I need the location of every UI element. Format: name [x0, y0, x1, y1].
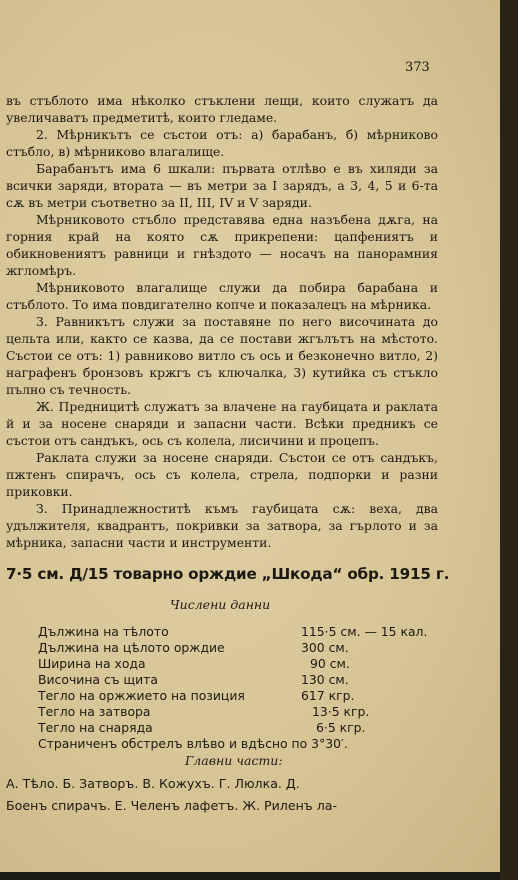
paragraph: 2. Мѣрникътъ се състои отъ: а) барабанъ, б) мѣрниково стъбло, в) мѣрниково влагалище.: [6, 127, 438, 159]
numeric-data-heading: Числени данни: [170, 597, 271, 612]
spec-label: Височина съ щита: [38, 672, 158, 687]
body-text: [6, 92, 438, 551]
main-parts-heading: Главни части:: [185, 753, 283, 768]
paragraph: З. Принадлежноститѣ къмъ гаубицата сѫ: веха, два удължителя, квадрантъ, покривки за затвора, за гърлото и за мѣрника, запасни части и инструменти.: [6, 501, 438, 550]
paragraph: Барабанътъ има 6 шкали: първата отлѣво е въ хиляди за всички заряди, втората — въ метри за I зарядъ, а 3, 4, 5 и 6-та сѫ въ метри съответно за II, III, IV и V заряди.: [6, 161, 438, 210]
spec-label: Дължина на цѣлото орждие: [38, 640, 225, 655]
parts-line: Боенъ спирачъ. Е. Челенъ лафетъ. Ж. Риленъ ла-: [6, 798, 338, 813]
spec-label: Тегло на затвора: [38, 704, 151, 719]
spec-value: 13·5 кгр.: [312, 704, 370, 719]
spec-value: 115·5 см. — 15 кал.: [301, 624, 428, 639]
spec-value: 6·5 кгр.: [316, 720, 366, 735]
traverse-note: Страниченъ обстрелъ влѣво и вдѣсно по 3°30′.: [38, 736, 348, 751]
section-title: 7·5 см. Д/15 товарно орждие „Шкода“ обр. 1915 г.: [6, 565, 450, 583]
main-parts-list: [6, 773, 438, 817]
spec-value: 617 кгр.: [301, 688, 355, 703]
page-number: 373: [405, 60, 430, 75]
spec-label: Тегло на оржжието на позиция: [38, 688, 245, 703]
paragraph: Мѣрниковото влагалище служи да побира барабана и стъблото. То има повдигателно копче и показалецъ на мѣрника.: [6, 280, 438, 312]
spec-value: 130 см.: [301, 672, 349, 687]
spec-label: Ширина на хода: [38, 656, 146, 671]
paragraph: Раклата служи за носене снаряди. Състои се отъ сандъкъ, пжтенъ спирачъ, ось съ колела, стрела, подпорки и разни приковки.: [6, 450, 438, 499]
spec-label: Тегло на снаряда: [38, 720, 153, 735]
paragraph: Мѣрниковото стъбло представява една назъбена дѫга, на горния край на която сѫ прикрепени: цапфениятъ и обикновениятъ равници и гнѣздото — носачъ на панорамния жгломѣръ.: [6, 212, 438, 278]
parts-line: А. Тѣло. Б. Затворъ. В. Кожухъ. Г. Люлка. Д.: [6, 776, 300, 791]
spec-value: 90 см.: [310, 656, 350, 671]
paragraph: въ стъблото има нѣколко стъклени лещи, които служатъ да увеличаватъ предметитѣ, които гледаме.: [6, 93, 438, 125]
paragraph: 3. Равникътъ служи за поставяне по него височината до цельта или, както се казва, да се постави жгълътъ на мѣстото. Състои се отъ: 1) равниково витло съ ось и безконечно витло, 2) награфенъ бронзовъ кржгъ съ ключалка, 3) кутийка съ стъкло пълно съ течность.: [6, 314, 438, 397]
spec-value: 300 см.: [301, 640, 349, 655]
paragraph: Ж. Предницитѣ служатъ за влачене на гаубицата и раклата й и за носене снаряди и запасни части. Всѣки предникъ се състои отъ сандъкъ, ось съ колела, лисичини и процепъ.: [6, 399, 438, 448]
spec-label: Дължина на тѣлото: [38, 624, 169, 639]
page-edge-shadow: [500, 0, 518, 880]
